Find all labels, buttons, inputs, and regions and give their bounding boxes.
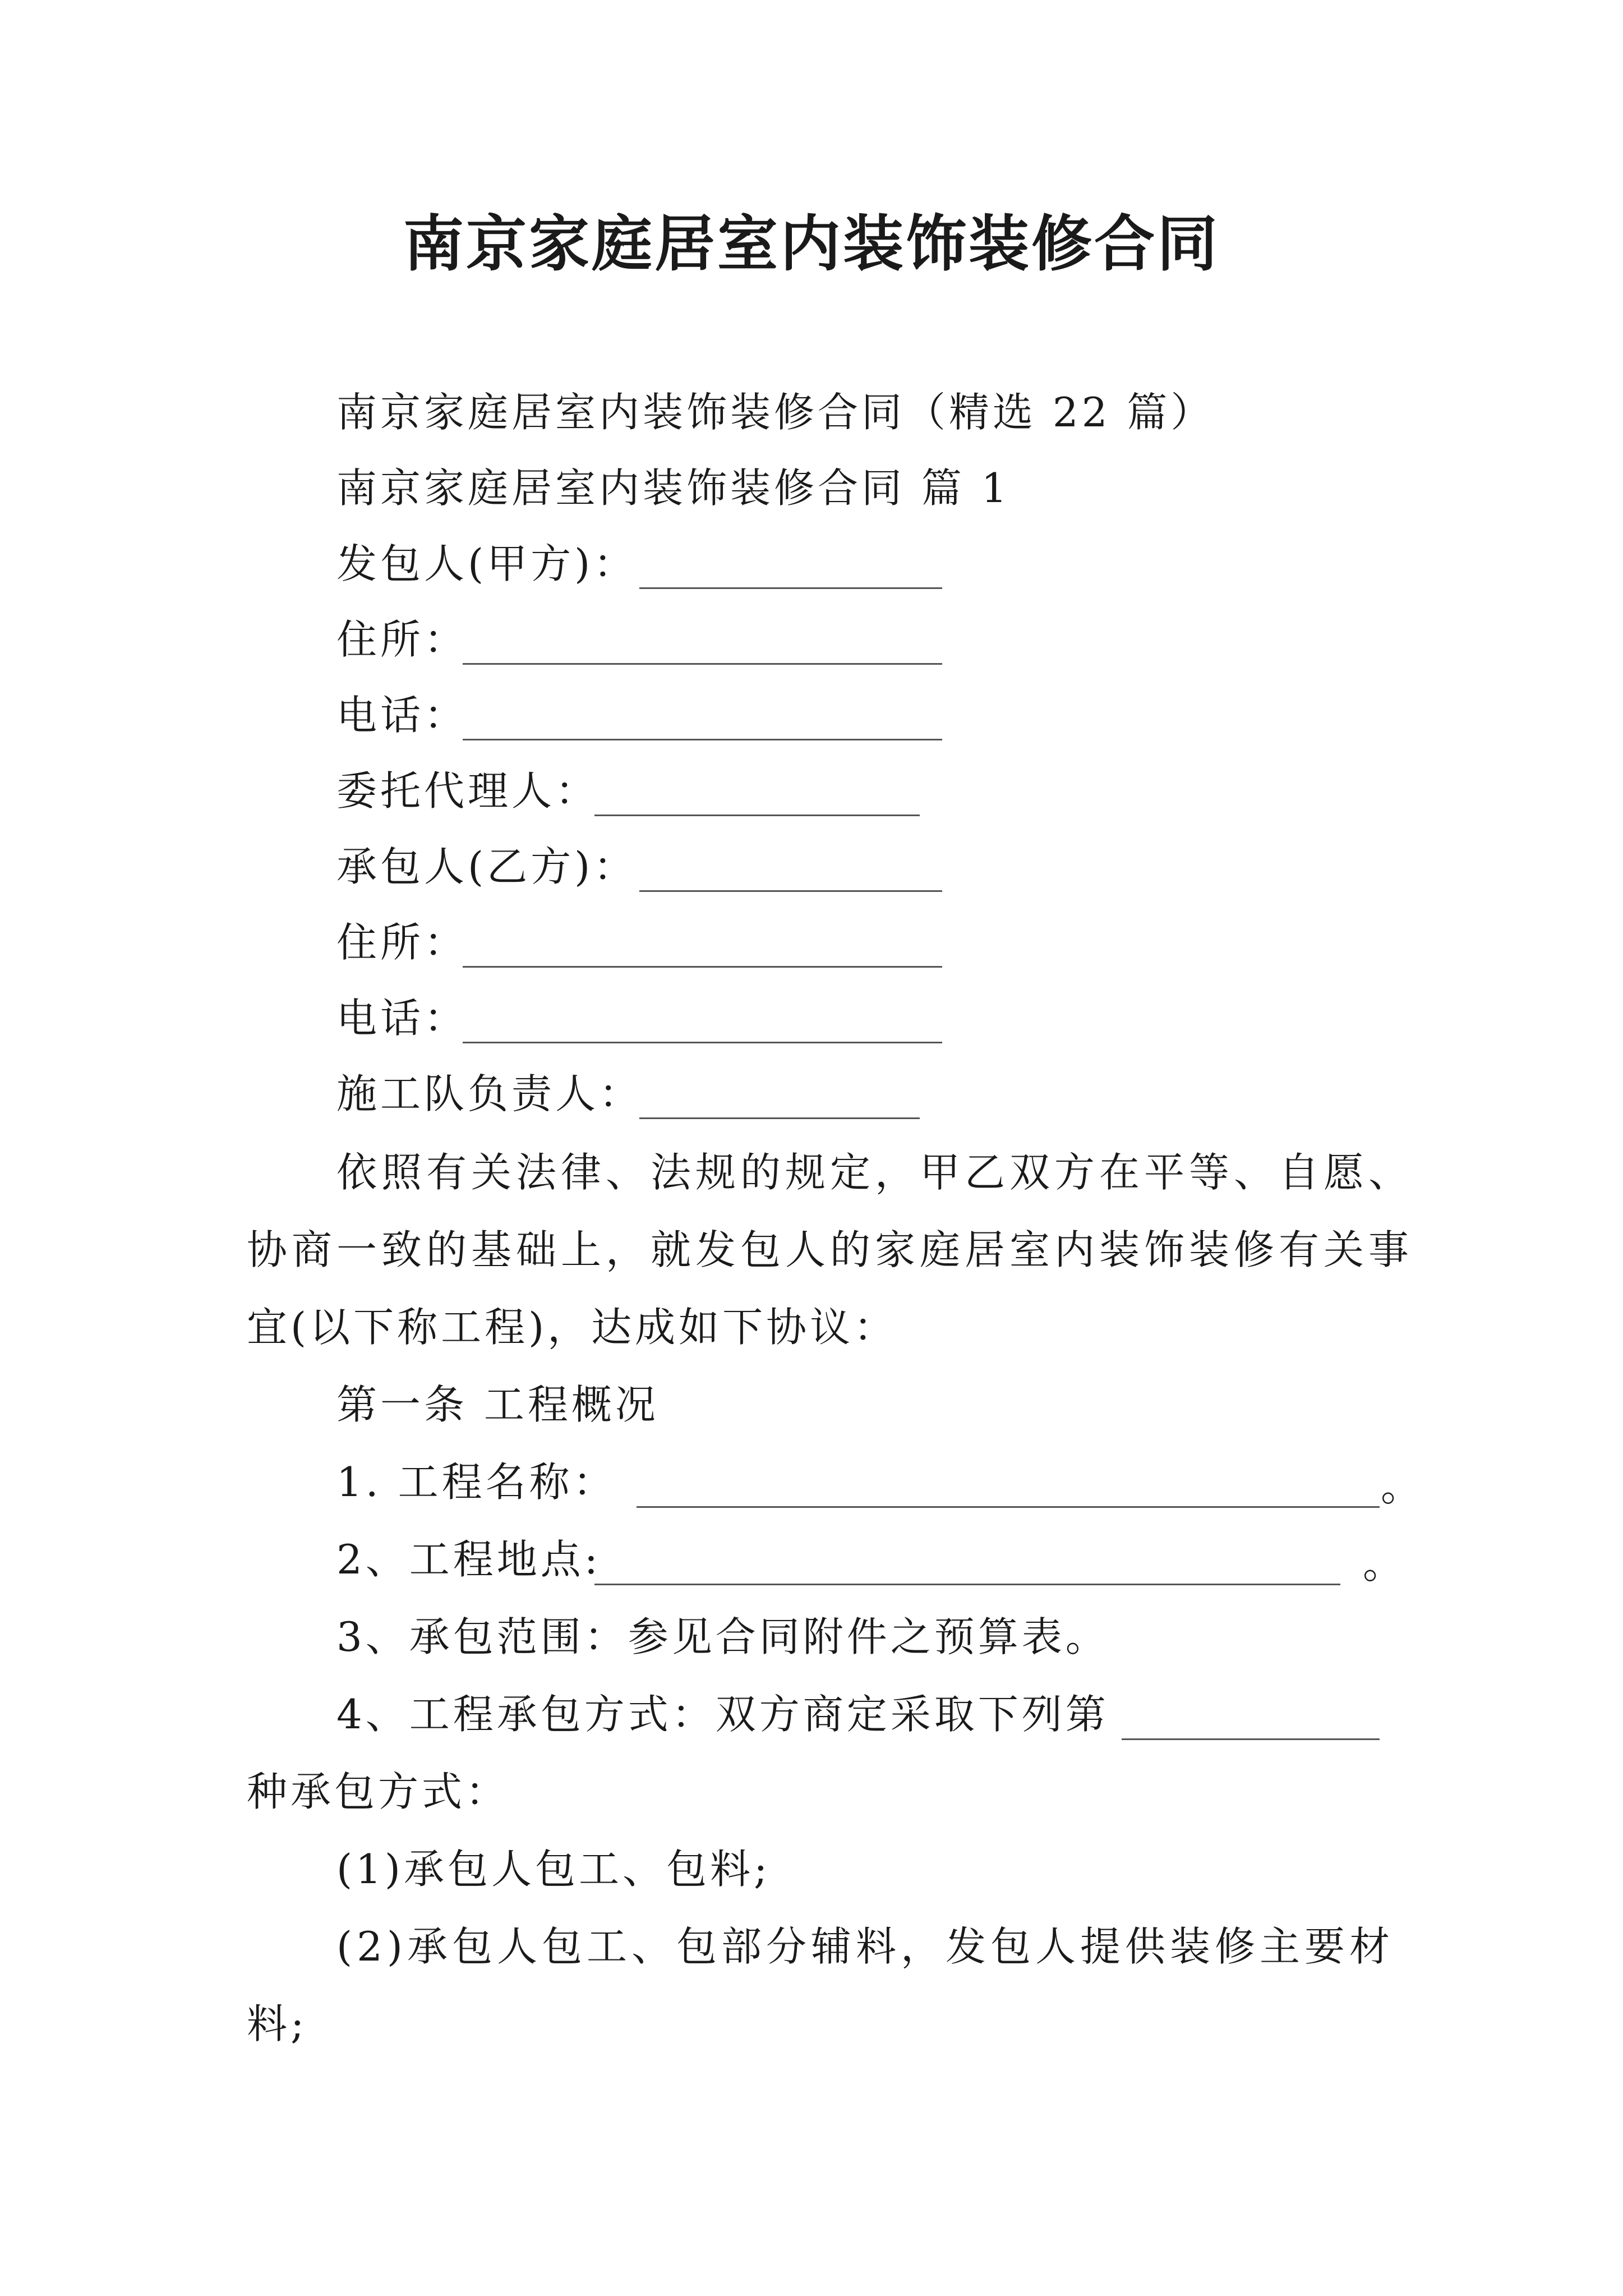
project-name-label: 1. 工程名称： (336, 1458, 617, 1506)
party-a-address-label: 住所： (336, 616, 468, 663)
party-a-phone-blank (463, 739, 942, 740)
party-b-phone-blank (463, 1042, 942, 1043)
party-b-phone-label: 电话： (336, 995, 468, 1042)
preamble-line-3: 宜(以下称工程)，达成如下协议： (247, 1304, 898, 1351)
party-b-address-label: 住所： (336, 919, 468, 966)
document-title: 南京家庭居室内装饰装修合同 (403, 209, 1220, 279)
project-name-blank (637, 1506, 1380, 1508)
party-a-label: 发包人(甲方)： (336, 540, 638, 587)
option-2-line: (2)承包人包工、包部分辅料，发包人提供装修主要材 (336, 1923, 1394, 1970)
project-location-blank (594, 1584, 1340, 1585)
agent-label: 委托代理人： (336, 767, 600, 815)
contract-scope-line: 3、承包范围：参见合同附件之预算表。 (336, 1613, 1109, 1660)
party-b-address-blank (463, 966, 942, 968)
party-b-blank (639, 890, 942, 892)
option-1-line: (1)承包人包工、包料; (336, 1846, 771, 1893)
party-b-label: 承包人(乙方)： (336, 843, 638, 890)
article-1-heading: 第一条 工程概况 (336, 1381, 659, 1428)
party-a-blank (639, 587, 942, 589)
project-name-period: 。 (1381, 1463, 1422, 1510)
contract-method-line: 4、工程承包方式：双方商定采取下列第 (336, 1691, 1109, 1738)
project-location-label: 2、工程地点: (336, 1536, 602, 1583)
agent-blank (594, 815, 920, 816)
team-leader-blank (639, 1117, 920, 1119)
section-heading: 南京家庭居室内装饰装修合同 篇 1 (336, 464, 1011, 512)
party-a-phone-label: 电话： (336, 692, 468, 739)
party-a-address-blank (463, 663, 942, 665)
preamble-line-2: 协商一致的基础上，就发包人的家庭居室内装饰装修有关事 (247, 1226, 1414, 1273)
preamble-line-1: 依照有关法律、法规的规定，甲乙双方在平等、自愿、 (336, 1149, 1414, 1196)
project-location-period: 。 (1363, 1540, 1404, 1588)
contract-method-line-2: 种承包方式： (247, 1768, 510, 1815)
team-leader-label: 施工队负责人： (336, 1070, 643, 1117)
contract-subtitle: 南京家庭居室内装饰装修合同（精选 22 篇） (336, 389, 1215, 436)
option-2-line-2: 料; (247, 2000, 308, 2047)
contract-method-blank (1122, 1738, 1380, 1740)
